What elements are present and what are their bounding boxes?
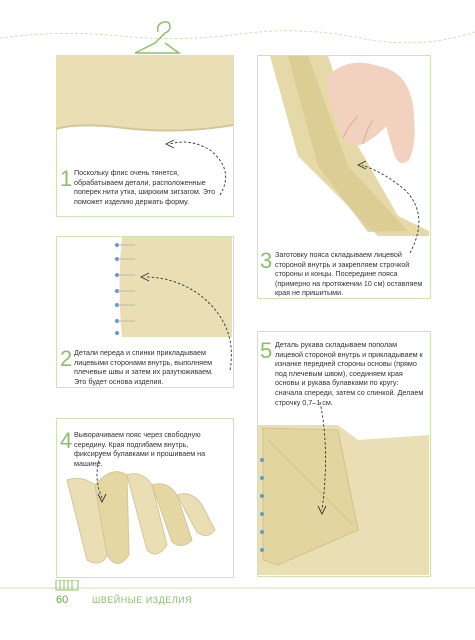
step-5-text: Деталь рукава складываем пополам лицевой стороной внутрь и прикладываем к изнанке передней стороны основы (прямо под плечевым швом), соединяем края основы и рукава булавками по кругу: сначала спереди, затем со спинкой. Делаем строчку 0,7–1 см. xyxy=(275,340,424,407)
step-5-photo xyxy=(258,420,429,575)
step-1-text: Поскольку флис очень тянется, обрабатываем детали, расположенные поперек нити утка, широким зигзагом. Это поможет изделию держать форму. xyxy=(74,168,216,206)
step-2-text: Детали переда и спинки прикладываем лицевыми сторонами внутрь, выполняем плечевые швы и затем их разутюживаем. Это будет основа изделия. xyxy=(74,348,214,386)
step-1-arrow xyxy=(150,130,240,200)
step-2-arrow xyxy=(120,265,240,375)
step-4-number: 4 xyxy=(60,428,73,453)
section-title: ШВЕЙНЫЕ ИЗДЕЛИЯ xyxy=(92,595,193,605)
step-3-number: 3 xyxy=(260,248,273,273)
page-number: 60 xyxy=(56,594,69,606)
step-5-number: 5 xyxy=(260,338,273,363)
top-decoration xyxy=(0,0,475,60)
step-1-number: 1 xyxy=(60,166,73,191)
footer-rule xyxy=(0,580,475,620)
step-4-arrow xyxy=(90,450,140,520)
step-4-photo xyxy=(57,460,232,575)
step-2-number: 2 xyxy=(60,346,73,371)
step-5-arrow xyxy=(300,400,340,520)
step-3-text: Заготовку пояса складываем лицевой стороной внутрь и закрепляем строчкой стороны и концы. Посередине пояса (примерно на протяжении 10 см) оставляем края не пришитыми. xyxy=(275,250,423,298)
step-4-text: Выворачиваем пояс через свободную середину. Края подгибаем внутрь, фиксируем булавками и прошиваем на машине. xyxy=(74,430,206,468)
step-3-arrow xyxy=(350,155,430,255)
